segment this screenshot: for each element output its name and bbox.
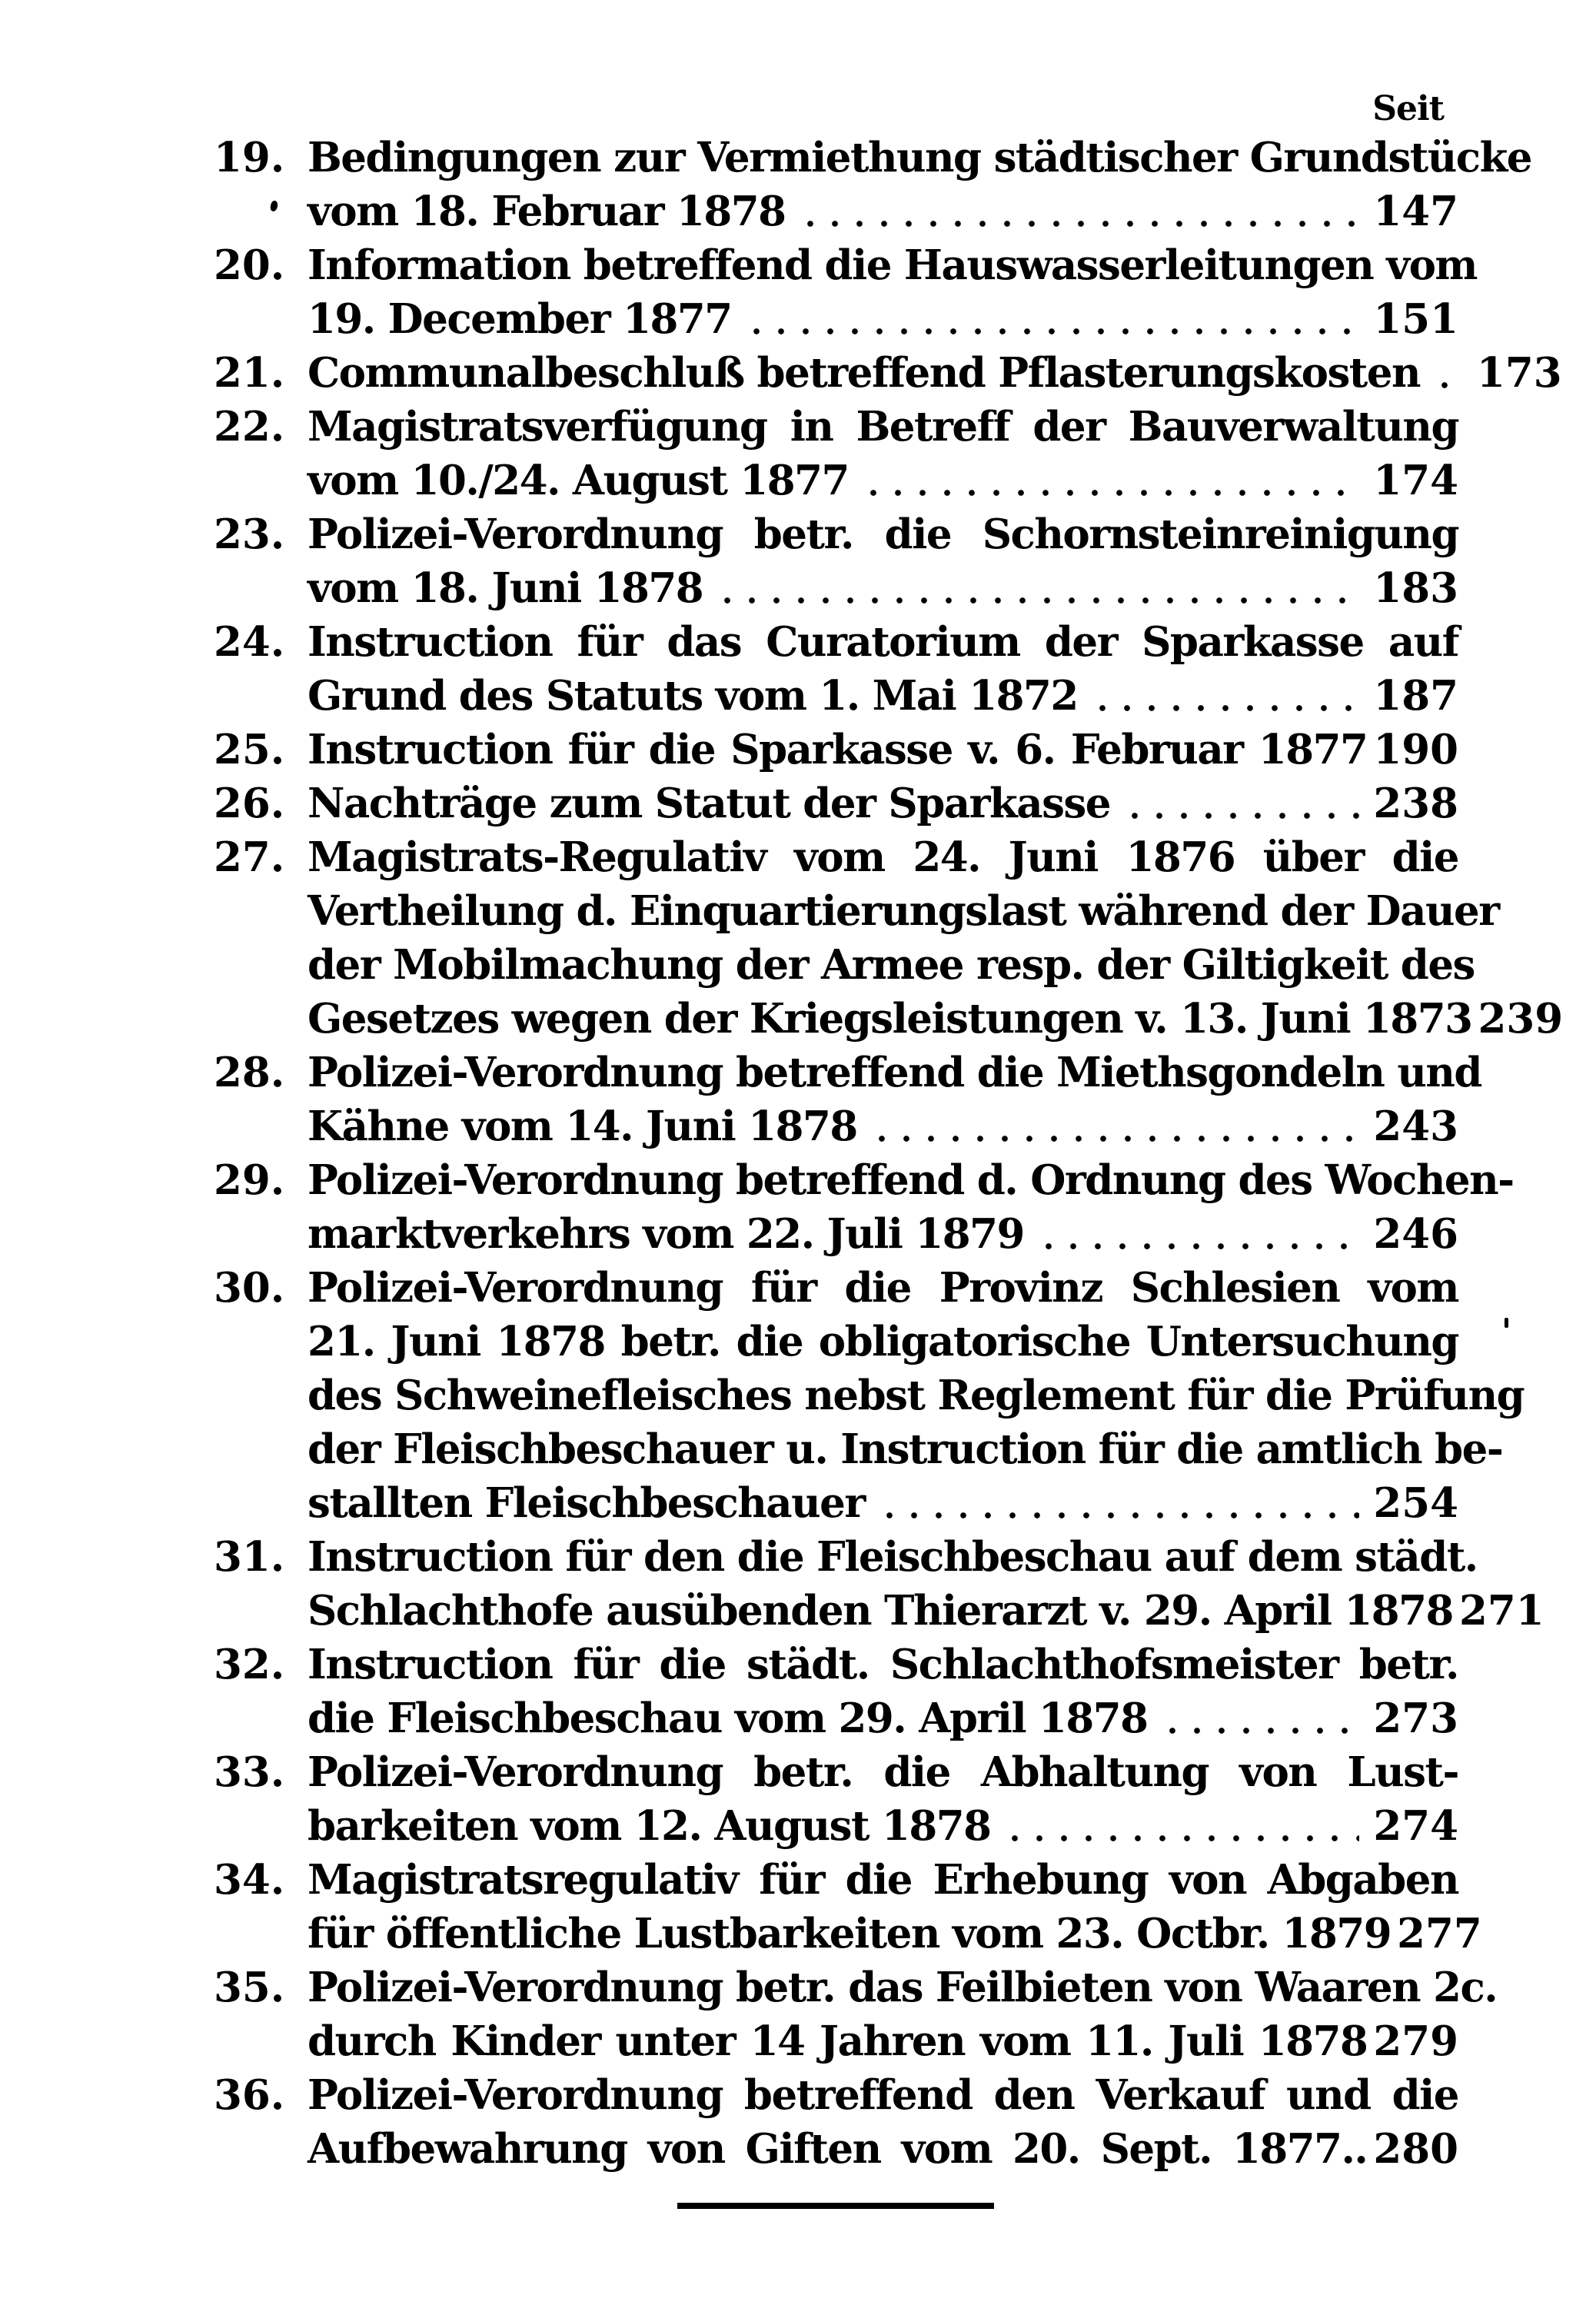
page-number: 190 bbox=[1373, 726, 1458, 773]
entry-number: 24. bbox=[214, 618, 285, 666]
entry-text: des Schweinefleisches nebst Reglement für die Prüfung bbox=[308, 1372, 1525, 1419]
entry-text: die Fleischbeschau vom 29. April 1878 bbox=[308, 1695, 1148, 1742]
toc-row bbox=[214, 1638, 1458, 1691]
page-number: 254 bbox=[1373, 1479, 1458, 1527]
entry-text: Magistratsverfügung in Betreff der Bauverwaltung bbox=[308, 403, 1458, 451]
entry-text: Polizei-Verordnung betreffend die Miethsgondeln und bbox=[308, 1049, 1481, 1096]
toc-row bbox=[214, 615, 1458, 669]
toc-row bbox=[214, 1369, 1525, 1422]
toc-row bbox=[214, 1261, 1458, 1315]
page-number: 280 bbox=[1373, 2125, 1458, 2173]
entry-text: Instruction für die Sparkasse v. 6. Februar 1877 bbox=[308, 726, 1368, 773]
page-number: 273 bbox=[1373, 1695, 1458, 1742]
entry-text: der Fleischbeschauer u. Instruction für die amtlich be- bbox=[308, 1425, 1503, 1473]
entry-text: Instruction für den die Fleischbeschau auf dem städt. bbox=[308, 1533, 1478, 1581]
entry-text: Polizei-Verordnung betr. die Abhaltung von Lust- bbox=[308, 1748, 1458, 1796]
dot-leader bbox=[1122, 810, 1359, 821]
entry-text: marktverkehrs vom 22. Juli 1879 bbox=[308, 1210, 1024, 1258]
page-number: 238 bbox=[1373, 780, 1458, 827]
entry-text: vom 18. Februar 1878 bbox=[308, 188, 786, 235]
page-number: 174 bbox=[1373, 457, 1458, 504]
entry-text: Polizei-Verordnung betr. die Schornsteinreinigung bbox=[308, 511, 1458, 558]
entry-number: 28. bbox=[214, 1049, 285, 1096]
entry-text: Kähne vom 14. Juni 1878 bbox=[308, 1103, 857, 1150]
entry-number: 19. bbox=[214, 134, 285, 181]
entry-text: Polizei-Verordnung betr. das Feilbieten von Waaren 2c. bbox=[308, 1964, 1498, 2011]
toc-row bbox=[214, 1476, 1458, 1530]
page-number: 173 bbox=[1477, 349, 1562, 397]
toc-row bbox=[214, 992, 1564, 1046]
entry-text: 19. December 1877 bbox=[308, 295, 732, 343]
page-number: 243 bbox=[1373, 1103, 1458, 1150]
ink-speck bbox=[1505, 1318, 1508, 1328]
toc-row bbox=[214, 1745, 1458, 1799]
dot-leader bbox=[1036, 1241, 1360, 1252]
entry-text: Information betreffend die Hauswasserleitungen vom bbox=[308, 241, 1478, 289]
entry-number: 20. bbox=[214, 241, 285, 289]
entry-text: durch Kinder unter 14 Jahren vom 11. Juli 1878 bbox=[308, 2017, 1368, 2065]
entry-text: Magistrats-Regulativ vom 24. Juni 1876 über die bbox=[308, 833, 1458, 881]
entry-number: 27. bbox=[214, 833, 285, 881]
entry-text: Polizei-Verordnung für die Provinz Schlesien vom bbox=[308, 1264, 1458, 1312]
entry-number: 22. bbox=[214, 403, 285, 451]
dot-leader bbox=[715, 595, 1359, 606]
toc-row bbox=[214, 669, 1458, 723]
entry-text: Communalbeschluß betreffend Pflasterungskosten bbox=[308, 349, 1421, 397]
dot-leader bbox=[861, 487, 1359, 498]
entry-number: 30. bbox=[214, 1264, 285, 1312]
toc-row bbox=[214, 1584, 1544, 1638]
entry-text: vom 18. Juni 1878 bbox=[308, 564, 703, 612]
entry-text: Grund des Statuts vom 1. Mai 1872 bbox=[308, 672, 1078, 720]
toc-row bbox=[214, 1315, 1458, 1369]
dot-leader bbox=[877, 1510, 1360, 1521]
entry-text: stallten Fleischbeschauer bbox=[308, 1479, 865, 1527]
entry-text: Polizei-Verordnung betreffend d. Ordnung des Wochen- bbox=[308, 1156, 1514, 1204]
page-number: 271 bbox=[1458, 1587, 1544, 1635]
dot-leader bbox=[1002, 1833, 1359, 1844]
entry-number: 33. bbox=[214, 1748, 285, 1796]
entry-number: 25. bbox=[214, 726, 285, 773]
entry-number: 36. bbox=[214, 2071, 285, 2119]
entry-text: der Mobilmachung der Armee resp. der Giltigkeit des bbox=[308, 941, 1475, 989]
toc-row bbox=[214, 185, 1458, 238]
toc-row bbox=[214, 1530, 1478, 1584]
toc-row bbox=[214, 723, 1458, 777]
toc-row bbox=[214, 1691, 1458, 1745]
page-column-heading: Seit bbox=[1372, 89, 1444, 128]
toc-row bbox=[214, 884, 1499, 938]
toc-row bbox=[214, 454, 1458, 507]
toc-row bbox=[214, 238, 1478, 292]
toc-rows bbox=[214, 131, 1564, 2176]
toc-row bbox=[214, 777, 1458, 830]
toc-row bbox=[214, 1799, 1458, 1853]
page-number: 147 bbox=[1373, 188, 1458, 235]
page-number: 246 bbox=[1373, 1210, 1458, 1258]
entry-text: Magistratsregulativ für die Erhebung von Abgaben bbox=[308, 1856, 1458, 1904]
entry-text: für öffentliche Lustbarkeiten vom 23. Octbr. 1879 bbox=[308, 1910, 1392, 1957]
toc-row bbox=[214, 1046, 1481, 1099]
dot-leader bbox=[798, 218, 1360, 229]
page-number: 277 bbox=[1397, 1910, 1482, 1957]
dot-leader bbox=[1160, 1725, 1360, 1736]
page-number: 183 bbox=[1373, 564, 1458, 612]
toc-row bbox=[214, 2068, 1458, 2122]
toc-row bbox=[214, 1907, 1482, 1961]
toc-row bbox=[214, 830, 1458, 884]
entry-number: 34. bbox=[214, 1856, 285, 1904]
entry-text: Vertheilung d. Einquartierungslast während der Dauer bbox=[308, 887, 1499, 935]
entry-text: 21. Juni 1878 betr. die obligatorische Untersuchung bbox=[308, 1318, 1458, 1365]
toc-row bbox=[214, 561, 1458, 615]
entry-text: Bedingungen zur Vermiethung städtischer Grundstücke bbox=[308, 134, 1532, 181]
toc-row bbox=[214, 1099, 1458, 1153]
entry-text: Polizei-Verordnung betreffend den Verkauf und die bbox=[308, 2071, 1458, 2119]
toc-row bbox=[214, 1853, 1458, 1907]
entry-number: 35. bbox=[214, 1964, 285, 2011]
entry-text: vom 10./24. August 1877 bbox=[308, 457, 849, 504]
entry-text: Aufbewahrung von Giften vom 20. Sept. 1877.. bbox=[308, 2125, 1368, 2173]
toc-row bbox=[214, 292, 1458, 346]
toc-row bbox=[214, 1207, 1458, 1261]
toc-row bbox=[214, 346, 1562, 400]
toc-row bbox=[214, 1422, 1503, 1476]
entry-number: 26. bbox=[214, 780, 285, 827]
entry-text: Gesetzes wegen der Kriegsleistungen v. 13. Juni 1873 bbox=[308, 995, 1472, 1043]
toc-row bbox=[214, 400, 1458, 454]
dot-leader bbox=[869, 1133, 1360, 1144]
toc-row bbox=[214, 1961, 1498, 2014]
toc-row bbox=[214, 2014, 1458, 2068]
entry-text: barkeiten vom 12. August 1878 bbox=[308, 1802, 991, 1850]
entry-number: 21. bbox=[214, 349, 285, 397]
toc-row bbox=[214, 1153, 1514, 1207]
divider-rule bbox=[677, 2203, 994, 2209]
page-number: 279 bbox=[1373, 2017, 1458, 2065]
entry-text: Schlachthofe ausübenden Thierarzt v. 29. April 1878 bbox=[308, 1587, 1453, 1635]
toc-row bbox=[214, 2122, 1458, 2176]
entry-number: 31. bbox=[214, 1533, 285, 1581]
toc-row bbox=[214, 131, 1532, 185]
page-number: 187 bbox=[1373, 672, 1458, 720]
page-number: 239 bbox=[1478, 995, 1564, 1043]
dot-leader bbox=[744, 326, 1360, 337]
entry-number: 23. bbox=[214, 511, 285, 558]
entry-text: Instruction für das Curatorium der Sparkasse auf bbox=[308, 618, 1458, 666]
dot-leader bbox=[1432, 380, 1463, 391]
page-number: 274 bbox=[1373, 1802, 1458, 1850]
toc-row bbox=[214, 938, 1475, 992]
entry-number: 32. bbox=[214, 1641, 285, 1688]
toc-row bbox=[214, 507, 1458, 561]
entry-text: Nachträge zum Statut der Sparkasse bbox=[308, 780, 1110, 827]
entry-number: 29. bbox=[214, 1156, 285, 1204]
dot-leader bbox=[1090, 703, 1360, 713]
entry-text: Instruction für die städt. Schlachthofsmeister betr. bbox=[308, 1641, 1458, 1688]
page-number: 151 bbox=[1373, 295, 1458, 343]
